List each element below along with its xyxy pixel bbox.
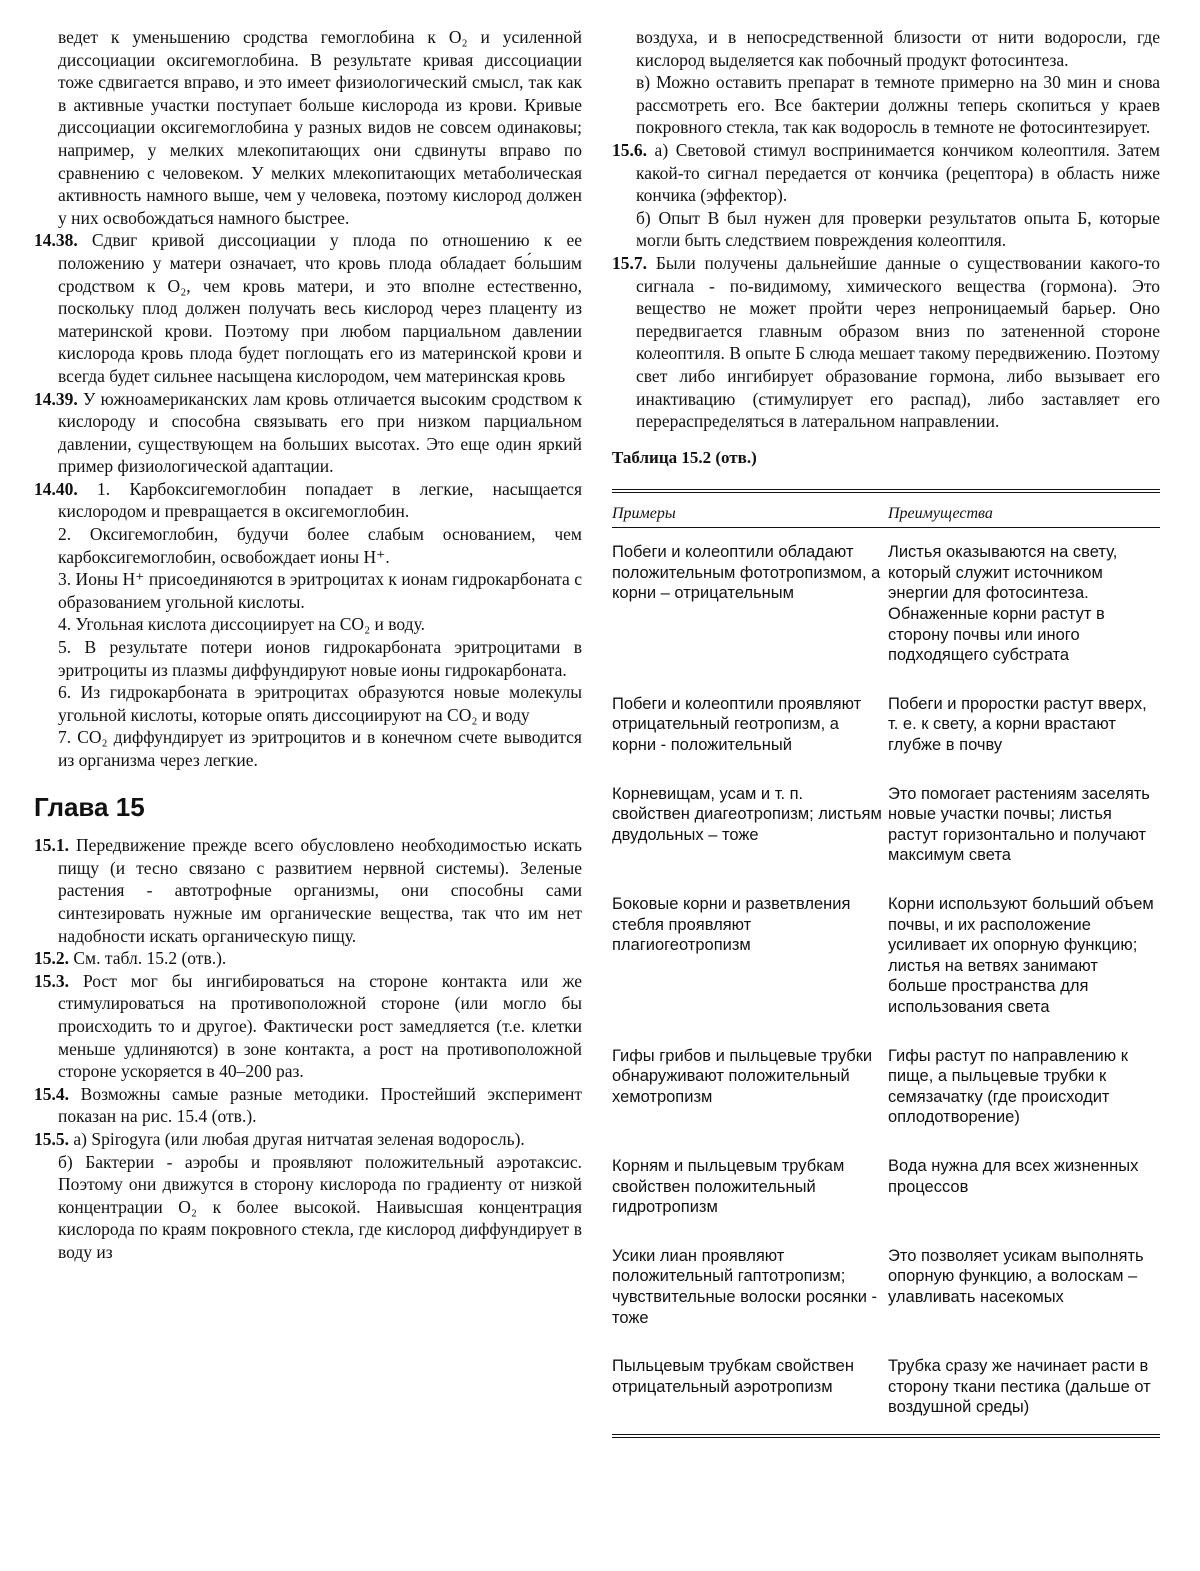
entry-number: 15.4. [34, 1083, 69, 1104]
entry-number: 15.2. [34, 948, 69, 969]
cell-advantage: Листья оказываются на свету, который служит источником энергии для фотосинтеза. Обнаженные корни растут в сторону почвы или иного подходящего субстрата [888, 543, 1118, 665]
cell-advantage: Корни используют больший объем почвы, и их расположение усиливает их опорную функцию; листья на ветвях занимают больше пространства для использования света [888, 895, 1154, 1016]
entry-text: См. табл. 15.2 (отв.). [69, 948, 227, 969]
table-row [612, 680, 1160, 770]
table-row [612, 880, 1160, 1032]
header-examples: Примеры [612, 505, 676, 523]
entry-text: а) Световой стимул воспринимается кончиком колеоптиля. Затем какой-то сигнал передается от кончика (рецептора) в область ниже кончика (эффектор). [636, 139, 1160, 206]
table-bottom-rule [612, 1434, 1160, 1438]
entry-number: 14.39. [34, 388, 78, 409]
paragraph-continuation: ведет к уменьшению сродства гемоглобина к O₂ и усиленной диссоциации оксигемоглобина. В результате кривая диссоциации тоже сдвигается вправо, и это имеет физиологический смысл, так как в активные участки поступает больше кислорода из крови. Кривые диссоциации оксигемоглобина у разных видов не совсем одинаковы; например, у мелких млекопитающих они сдвинуты вправо по сравнению с человеком. У мелких млекопитающих метаболическая активность намного выше, чем у человека, поэтому кислород должен у них освобождаться намного быстрее. [58, 27, 582, 228]
entry-number: 14.40. [34, 478, 78, 499]
answer-15-3 [34, 970, 582, 1083]
entry-text: Возможны самые разные методики. Простейший эксперимент показан на рис. 15.4 (отв.). [58, 1083, 582, 1127]
answer-14-39 [34, 388, 582, 478]
cell-example: Боковые корни и разветвления стебля проявляют плагиогеотропизм [612, 895, 851, 955]
answer-15-5-part-c: в) Можно оставить препарат в темноте примерно на 30 мин и снова рассмотреть его. Все бактерии должны теперь скопиться у краев покровного стекла, так как водоросль в темноте не фотосинтезирует. [636, 72, 1160, 138]
paragraph-continuation: воздуха, и в непосредственной близости от нити водоросли, где кислород выделяется как побочный продукт фотосинтеза. [636, 27, 1160, 70]
answer-15-4 [34, 1083, 582, 1128]
entry-number: 15.7. [612, 252, 647, 273]
header-advantages: Преимущества [888, 505, 993, 523]
table-caption: Таблица 15.2 (отв.) [612, 447, 757, 467]
answer-15-5 [34, 1128, 582, 1151]
table-row [612, 1142, 1160, 1232]
right-text-block [612, 26, 1160, 469]
entry-text: Передвижение прежде всего обусловлено необходимостью искать пищу (и тесно связано с развитием нервной системы). Зеленые растения - автотрофные организмы, они способны сами синтезировать нужные им органические вещества, так что им нет надобности искать органическую пищу. [58, 835, 582, 946]
entry-text: Сдвиг кривой диссоциации у плода по отношению к ее положению у матери означает, что кровь плода обладает бо́льшим сродством к O₂, чем кровь матери, и это вполне естественно, поскольку плод должен получать весь кислород через плаценту из материнской крови. Поэтому при любом парциальном давлении кислорода кровь плода будет поглощать его из материнской крови и всегда будет сильнее насыщена кислородом, чем материнская кровь [58, 230, 582, 386]
cell-example: Гифы грибов и пыльцевые трубки обнаруживают положительный хемотропизм [612, 1046, 873, 1106]
entry-text: 1. Карбоксигемоглобин попадает в легкие, насыщается кислородом и превращается в оксигемоглобин. [58, 478, 582, 522]
table-row [612, 1032, 1160, 1142]
table-row [612, 528, 1160, 680]
table-row [612, 770, 1160, 880]
entry-text: Были получены дальнейшие данные о существовании какого-то сигнала - по-видимому, химического вещества (гормона). Это вещество не может пройти через непроницаемый барьер. Оно передвигается главным образом вниз по затененной стороне колеоптиля. В опыте Б слюда мешает такому передвижению. Поэтому свет либо ингибирует образование гормона, либо вызывает его инактивацию (стимулирует его распад), либо заставляет его перераспределяться в латеральном направлении. [636, 252, 1160, 432]
cell-example: Побеги и колеоптили обладают положительным фототропизмом, а корни – отрицательным [612, 543, 881, 603]
answer-15-2 [34, 947, 582, 970]
answer-14-40-step-6: 6. Из гидрокарбоната в эритроцитах образуются новые молекулы угольной кислоты, которые опять диссоциируют на CO₂ и воду [58, 682, 582, 725]
cell-example: Корневищам, усам и т. п. свойствен диагеотропизм; листьям двудольных – тоже [612, 784, 882, 844]
entry-number: 15.6. [612, 139, 647, 160]
answer-15-7 [612, 252, 1160, 433]
cell-example: Усики лиан проявляют положительный гаптотропизм; чувствительные волоски росянки - тоже [612, 1246, 877, 1327]
left-column [34, 26, 582, 1263]
table-row [612, 1232, 1160, 1342]
entry-number: 15.5. [34, 1128, 69, 1149]
entry-number: 15.1. [34, 835, 69, 856]
table-header [612, 499, 1160, 528]
answer-15-1 [34, 834, 582, 947]
entry-number: 14.38. [34, 230, 78, 251]
entry-text: а) Spirogyra (или любая другая нитчатая зеленая водоросль). [69, 1128, 525, 1149]
answer-14-40-step-3: 3. Ионы H⁺ присоединяются в эритроцитах к ионам гидрокарбоната с образованием угольной кислоты. [58, 569, 582, 612]
answer-14-40-step-7: 7. CO₂ диффундирует из эритроцитов и в конечном счете выводится из организма через легкие. [58, 727, 582, 770]
answer-14-40 [34, 478, 582, 523]
answer-14-40-step-4: 4. Угольная кислота диссоциирует на CO₂ и воду. [58, 614, 425, 635]
cell-advantage: Побеги и проростки растут вверх, т. е. к свету, а корни врастают глубже в почву [888, 694, 1147, 755]
answer-15-6 [612, 139, 1160, 207]
answer-15-6-part-b: б) Опыт В был нужен для проверки результатов опыта Б, которые могли быть следствием повреждения колеоптиля. [636, 207, 1160, 251]
cell-advantage: Это помогает растениям заселять новые участки почвы; листья растут горизонтально и получают максимум света [888, 784, 1150, 865]
table-15-2 [612, 489, 1160, 1438]
answer-14-40-step-2: 2. Оксигемоглобин, будучи более слабым основанием, чем карбоксигемоглобин, освобождает ионы H⁺. [58, 524, 582, 567]
answer-15-5-part-b: б) Бактерии - аэробы и проявляют положительный аэротаксис. Поэтому они движутся в сторону кислорода по градиенту от низкой концентрации O₂ к более высокой. Наивысшая концентрация кислорода по краям покровного стекла, где кислород диффундирует в воду из [58, 1151, 582, 1262]
cell-example: Пыльцевым трубкам свойствен отрицательный аэротропизм [612, 1357, 854, 1396]
cell-advantage: Вода нужна для всех жизненных процессов [888, 1156, 1139, 1196]
cell-example: Корням и пыльцевым трубкам свойствен положительный гидротропизм [612, 1156, 845, 1217]
chapter-heading: Глава 15 [34, 791, 145, 822]
entry-number: 15.3. [34, 970, 69, 991]
cell-advantage: Гифы растут по направлению к пище, а пыльцевые трубки к семязачатку (где происходит оплодотворение) [888, 1046, 1128, 1127]
entry-text: У южноамериканских лам кровь отличается высоким сродством к кислороду и способна связывать его при низком парциальном давлении, существующем на больших высотах. Это еще один яркий пример физиологической адаптации. [58, 388, 582, 477]
answer-14-40-step-5: 5. В результате потери ионов гидрокарбоната эритроцитами в эритроциты из плазмы диффундируют новые ионы гидрокарбоната. [58, 637, 582, 680]
cell-advantage: Это позволяет усикам выполнять опорную функцию, а волоскам – улавливать насекомых [888, 1246, 1144, 1306]
table-row [612, 1342, 1160, 1432]
right-column [612, 26, 1160, 1438]
answer-14-38 [34, 229, 582, 387]
cell-example: Побеги и колеоптили проявляют отрицательный геотропизм, а корни - положительный [612, 694, 862, 755]
cell-advantage: Трубка сразу же начинает расти в сторону ткани пестика (дальше от воздушной среды) [888, 1357, 1151, 1417]
entry-text: Рост мог бы ингибироваться на стороне контакта или же стимулироваться на противоположной стороне (или могло бы происходить то и другое). Фактически рост замедляется (т.е. клетки меньше удлиняются) в зоне контакта, а рост на противоположной стороне ускоряется в 40–200 раз. [58, 970, 582, 1082]
